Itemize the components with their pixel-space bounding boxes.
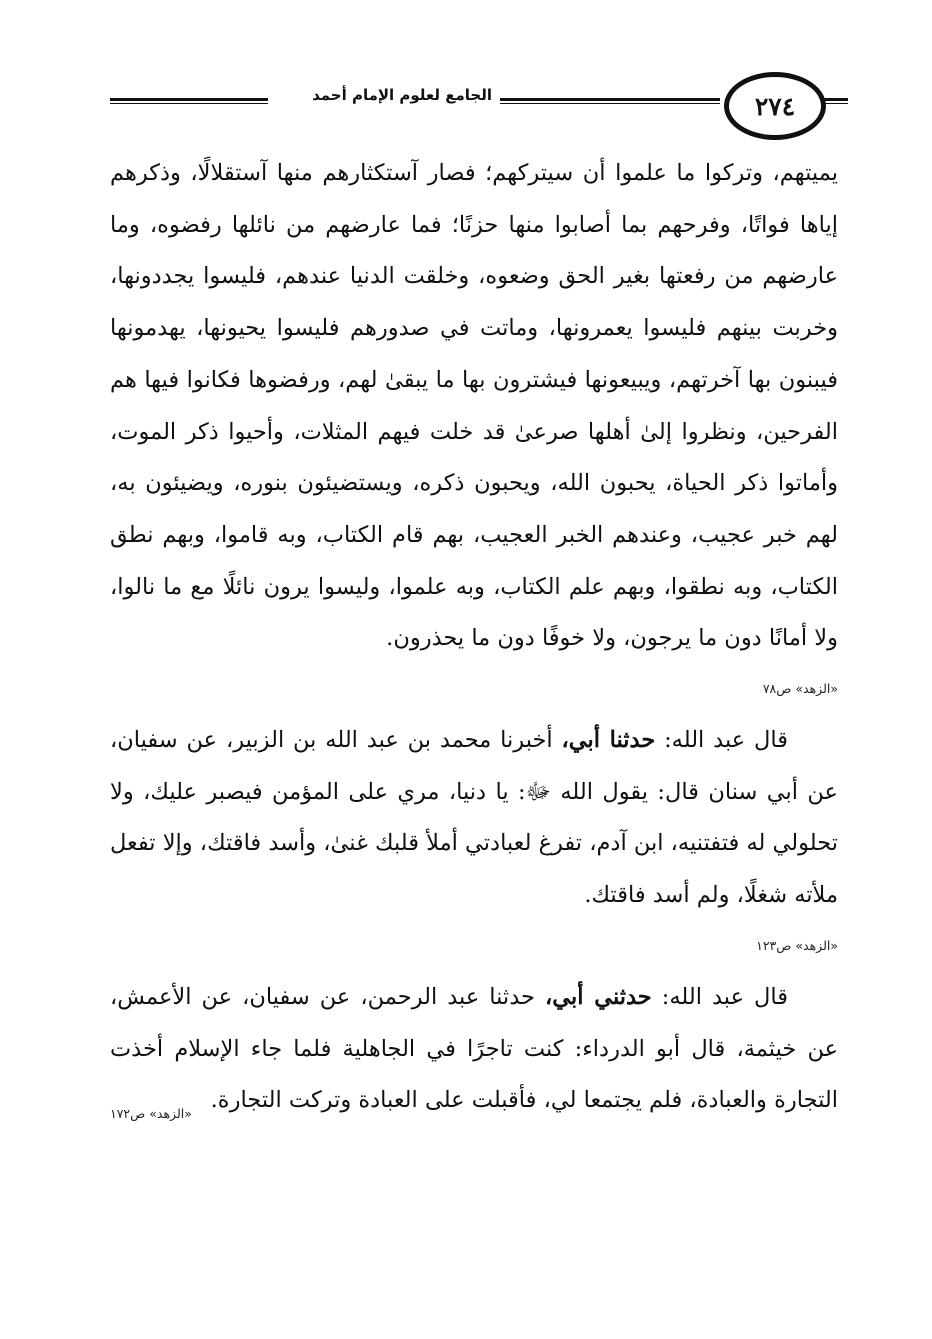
passage-2-chain: حدثنا أبي، bbox=[561, 727, 656, 754]
page-number: ٢٧٤ bbox=[754, 91, 796, 121]
page-body bbox=[110, 148, 838, 1127]
page-number-badge bbox=[724, 72, 826, 140]
header-rule-left bbox=[110, 98, 268, 104]
passage-2-body: أخبرنا محمد بن عبد الله بن الزبير، عن سفيان، عن أبي سنان قال: يقول الله ﷻ: يا دنيا، مري على المؤمن فيصبر عليك، ولا تحلولي له فتفتنيه، ابن آدم، تفرغ لعبادتي أملأ قلبك غنىٰ، وأسد فاقتك، وإلا تفعل ملأته شغلًا، ولم أسد فاقتك. bbox=[110, 727, 838, 909]
passage-2-intro: قال عبد الله: bbox=[655, 727, 789, 754]
passage-3-body: حدثنا عبد الرحمن، عن سفيان، عن الأعمش، عن خيثمة، قال أبو الدرداء: كنت تاجرًا في الجاهلية فلما جاء الإسلام أخذت التجارة والعبادة، فلم يجتمعا لي، فأقبلت على العبادة وتركت التجارة. bbox=[110, 983, 838, 1114]
passage-3-chain: حدثني أبي، bbox=[544, 983, 652, 1010]
passage-3-source: «الزهد» ص١٧٢ bbox=[110, 1105, 192, 1121]
passage-3-intro: قال عبد الله: bbox=[651, 983, 789, 1010]
page-header bbox=[110, 70, 848, 140]
passage-1-text: يميتهم، وتركوا ما علموا أن سيتركهم؛ فصار آستكثارهم منها آستقلالًا، وذكرهم إياها فواتًا، وفرحهم بما أصابوا منها حزنًا؛ فما عارضهم من نائلها رفضوه، وما عارضهم من رفعتها بغير الحق وضعوه، وخلقت الدنيا عندهم، فليسوا يجددونها، وخربت بينهم فليسوا يعمرونها، وماتت في صدورهم فليسوا يحيونها، يهدمونها فيبنون بها آخرتهم، ويبيعونها فيشترون بها ما يبقىٰ لهم، ورفضوها فكانوا فيها هم الفرحين، ونظروا إلىٰ أهلها صرعىٰ قد خلت فيهم المثلات، وأحيوا ذكر الموت، وأماتوا ذكر الحياة، يحبون الله، ويحبون ذكره، ويستضيئون بنوره، ويضيئون به، لهم خبر عجيب، وعندهم الخبر العجيب، بهم قام الكتاب، وبه قاموا، وبهم نطق الكتاب، وبه نطقوا، وبهم علم الكتاب، وبه علموا، وليسوا يرون نائلًا مع ما نالوا، ولا أمانًا دون ما يرجون، ولا خوفًا دون ما يحذرون. bbox=[110, 160, 838, 652]
passage-1-source: «الزهد» ص٧٨ bbox=[762, 681, 838, 697]
passage-3 bbox=[110, 972, 838, 1127]
passage-2-text bbox=[110, 715, 838, 922]
passage-3-text bbox=[110, 972, 838, 1127]
passage-2-source: «الزهد» ص١٢٣ bbox=[756, 937, 838, 953]
running-title: الجامع لعلوم الإمام أحمد bbox=[312, 86, 492, 104]
header-rule-middle bbox=[500, 98, 720, 104]
